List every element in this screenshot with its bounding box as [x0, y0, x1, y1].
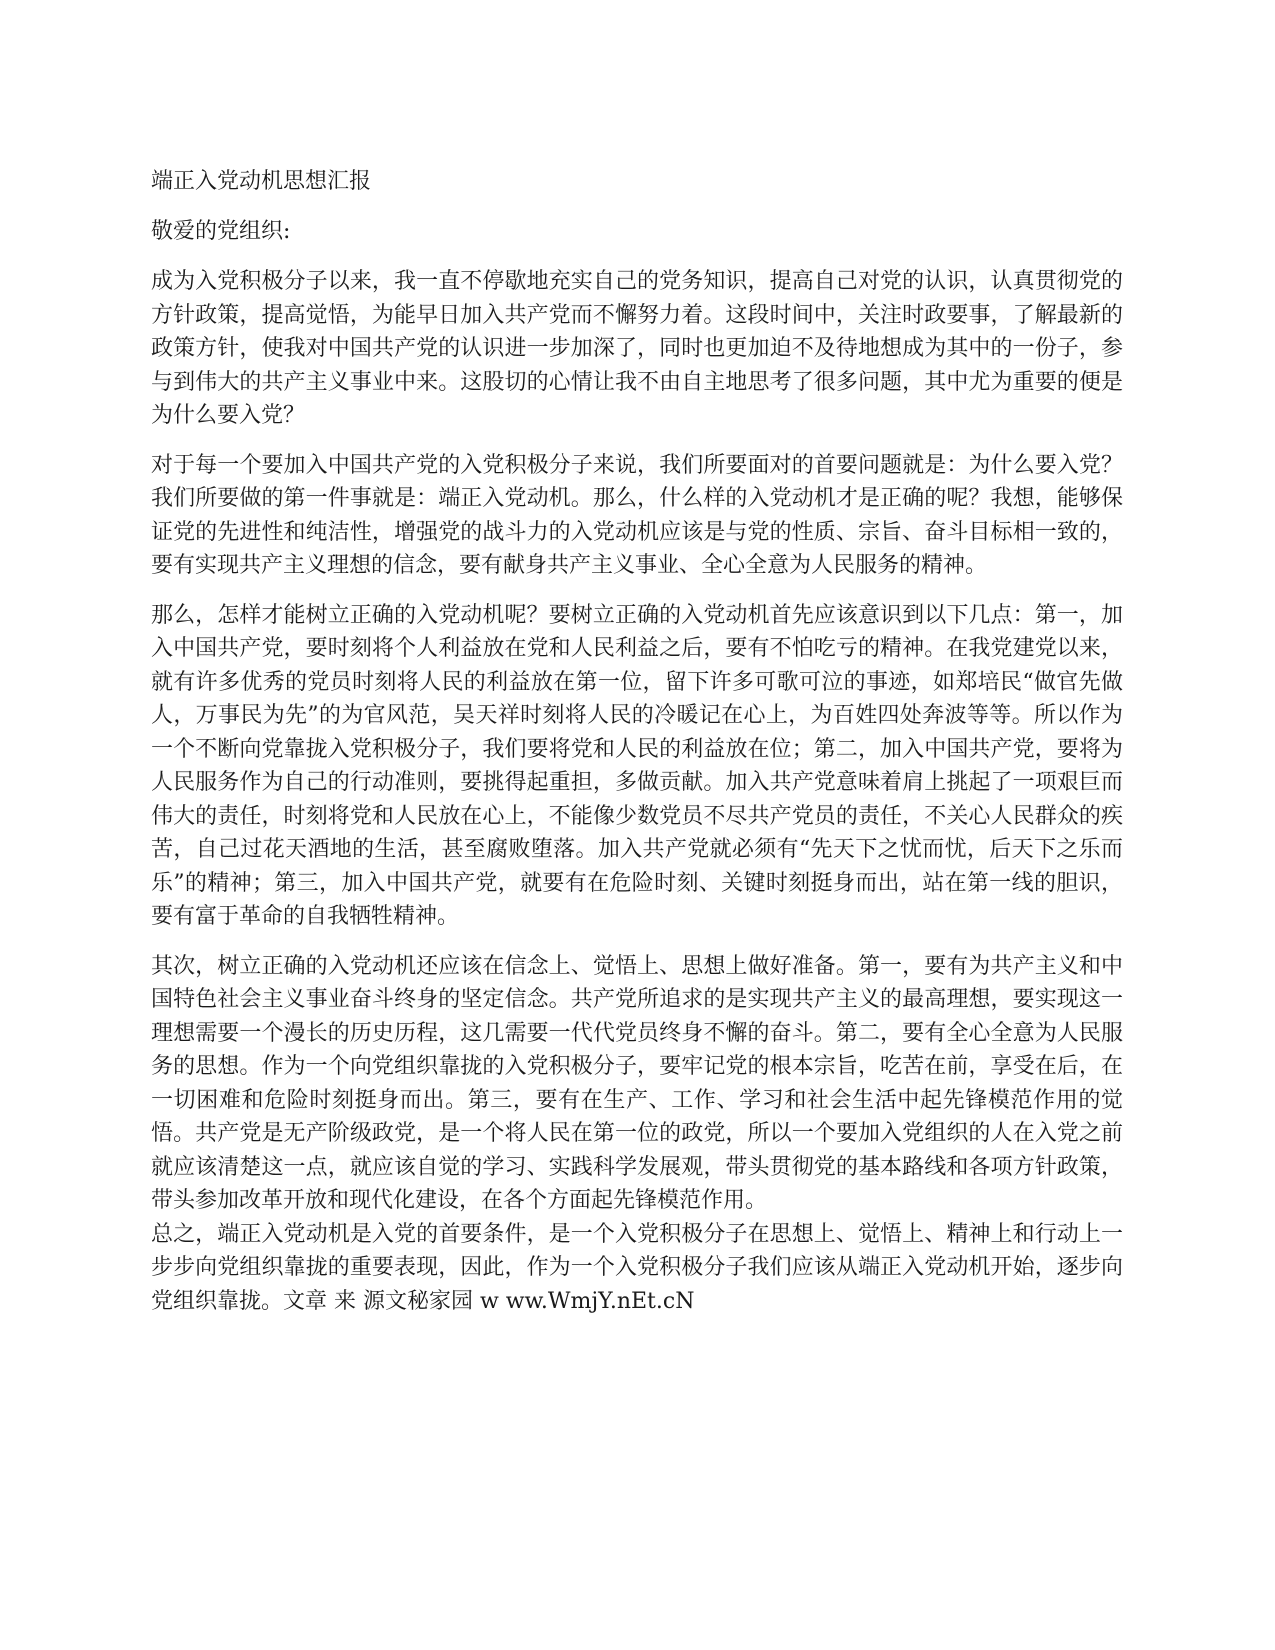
- document-title: 端正入党动机思想汇报: [151, 169, 372, 194]
- paragraph-4: 其次，树立正确的入党动机还应该在信念上、觉悟上、思想上做好准备。第一，要有为共产主义和中国特色社会主义事业奋斗终身的坚定信念。共产党所追求的是实现共产主义的最高理想，要实现这一理想需要一个漫长的历史历程，这几需要一代代党员终身不懈的奋斗。第二，要有全心全意为人民服务的思想。作为一个向党组织靠拢的入党积极分子，要牢记党的根本宗旨，吃苦在前，享受在后，在一切困难和危险时刻挺身而出。第三，要有在生产、工作、学习和社会生活中起先锋模范作用的觉悟。共产党是无产阶级政党，是一个将人民在第一位的政党，所以一个要加入党组织的人在入党之前就应该清楚这一点，就应该自觉的学习、实践科学发展观，带头贯彻党的基本路线和各项方针政策，带头参加改革开放和现代化建设，在各个方面起先锋模范作用。: [151, 953, 1123, 1213]
- paragraph-1: 成为入党积极分子以来，我一直不停歇地充实自己的党务知识，提高自己对党的认识，认真贯彻党的方针政策，提高觉悟，为能早日加入共产党而不懈努力着。这段时间中，关注时政要事，了解最新的政策方针，使我对中国共产党的认识进一步加深了，同时也更加迫不及待地想成为其中的一份子，参与到伟大的共产主义事业中来。这股切的心情让我不由自主地思考了很多问题，其中尤为重要的便是为什么要入党？: [151, 269, 1123, 428]
- paragraph-3: 那么，怎样才能树立正确的入党动机呢？要树立正确的入党动机首先应该意识到以下几点：第一，加入中国共产党，要时刻将个人利益放在党和人民利益之后，要有不怕吃亏的精神。在我党建党以来，就有许多优秀的党员时刻将人民的利益放在第一位，留下许多可歌可泣的事迹，如郑培民“做官先做人，万事民为先”的为官风范，吴天祥时刻将人民的冷暖记在心上，为百姓四处奔波等等。所以作为一个不断向党靠拢入党积极分子，我们要将党和人民的利益放在位；第二，加入中国共产党，要将为人民服务作为自己的行动准则，要挑得起重担，多做贡献。加入共产党意味着肩上挑起了一项艰巨而伟大的责任，时刻将党和人民放在心上，不能像少数党员不尽共产党员的责任，不关心人民群众的疾苦，自己过花天酒地的生活，甚至腐败堕落。加入共产党就必须有“先天下之忧而忧，后天下之乐而乐”的精神；第三，加入中国共产党，就要有在危险时刻、关键时刻挺身而出，站在第一线的胆识，要有富于革命的自我牺牲精神。: [151, 602, 1123, 929]
- paragraph-5: 总之，端正入党动机是入党的首要条件，是一个入党积极分子在思想上、觉悟上、精神上和行动上一步步向党组织靠拢的重要表现，因此，作为一个入党积极分子我们应该从端正入党动机开始，逐步向党组织靠拢。文章 来 源文秘家园 w ww.WmjY.nEt.cN: [151, 1221, 1123, 1314]
- document-page: [151, 165, 1123, 1334]
- paragraph-2: 对于每一个要加入中国共产党的入党积极分子来说，我们所要面对的首要问题就是：为什么要入党？我们所要做的第一件事就是：端正入党动机。那么，什么样的入党动机才是正确的呢？我想，能够保证党的先进性和纯洁性，增强党的战斗力的入党动机应该是与党的性质、宗旨、奋斗目标相一致的，要有实现共产主义理想的信念，要有献身共产主义事业、全心全意为人民服务的精神。: [151, 452, 1123, 578]
- salutation: 敬爱的党组织:: [151, 219, 291, 244]
